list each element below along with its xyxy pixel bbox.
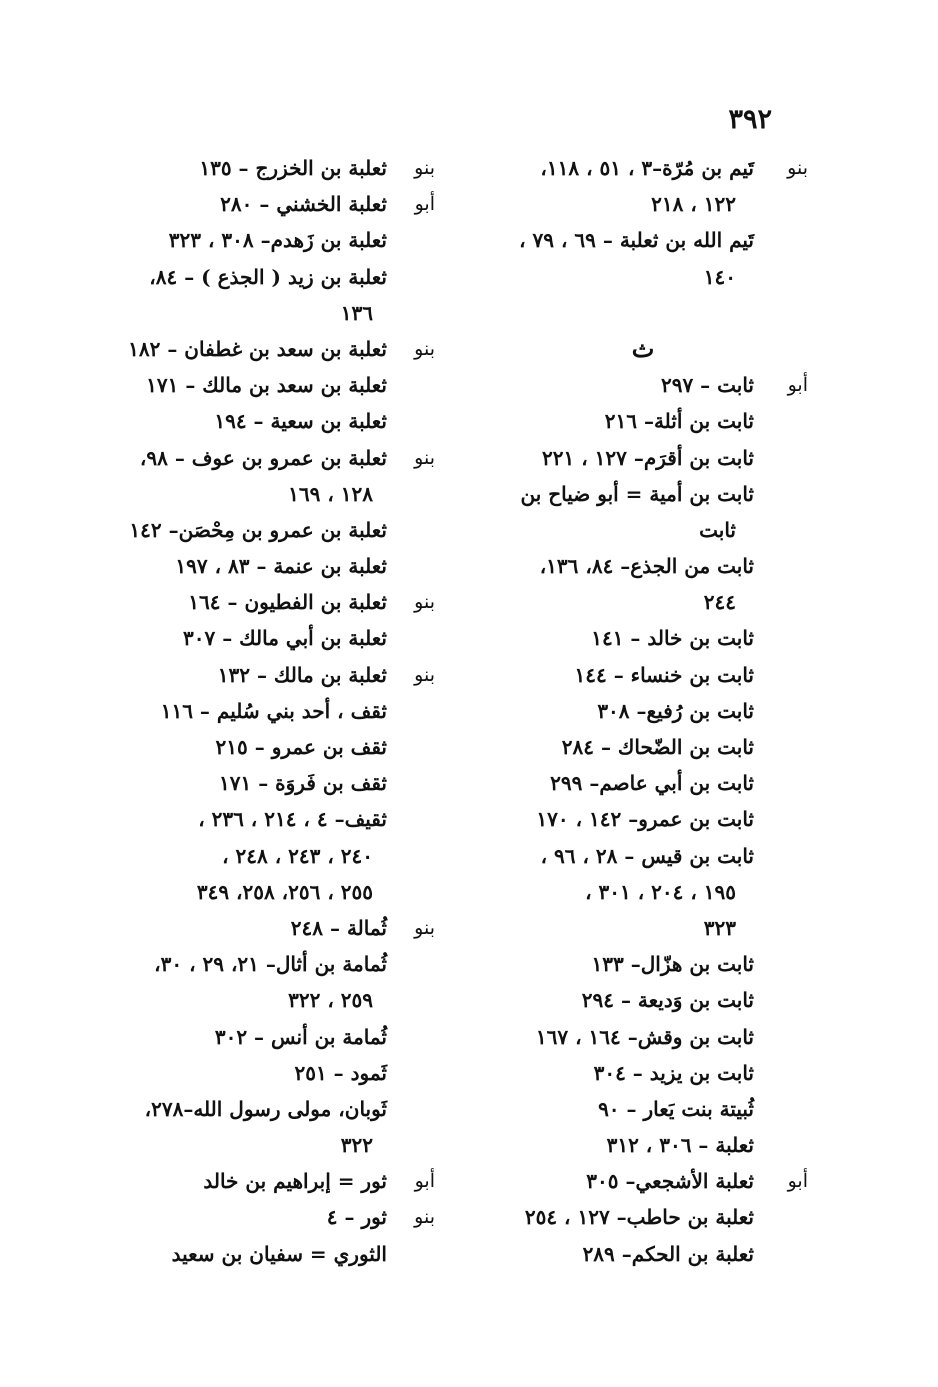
entry-text: ثُمالة – ٢٤٨	[290, 915, 387, 940]
index-row	[110, 1091, 435, 1127]
index-row	[110, 620, 435, 656]
entry-prefix: أبو	[787, 374, 808, 397]
index-row	[110, 259, 435, 295]
entry-text: ثعلبة بن زَهدم– ٣٠٨ ، ٣٢٣	[168, 228, 387, 253]
entry-prefix: بنو	[414, 916, 435, 939]
entry-prefix: بنو	[414, 1206, 435, 1229]
entry-text: ثابت بن أقرَم– ١٢٧ ، ٢٢١	[542, 445, 754, 470]
entry-text: ثابت بن الضّحاك – ٢٨٤	[561, 735, 754, 759]
index-row	[478, 331, 808, 367]
entry-prefix: بنو	[414, 663, 435, 686]
entry-text: تَيم الله بن ثعلبة – ٦٩ ، ٧٩ ،	[519, 228, 754, 253]
entry-text: ثعلبة بن أبي مالك – ٣٠٧	[183, 626, 387, 651]
page-number: ٣٩٢	[728, 104, 772, 135]
index-row	[110, 874, 435, 910]
index-row	[478, 982, 808, 1018]
index-row	[478, 1199, 808, 1235]
entry-text: ثقف بن فَروَة – ١٧١	[219, 771, 387, 796]
index-row	[478, 476, 808, 512]
entry-text: ثعلبة بن الحكم– ٢٨٩	[582, 1241, 754, 1266]
index-row	[110, 186, 435, 222]
entry-text: ثابت بن وَديعة – ٢٩٤	[581, 988, 754, 1013]
entry-text: ثعلبة بن عمرو بن عوف – ٩٨،	[139, 445, 387, 470]
entry-continuation: ١٩٥ ، ٢٠٤ ، ٣٠١ ،	[585, 879, 736, 904]
entry-text: ثابت بن وقش– ١٦٤ ، ١٦٧	[535, 1024, 754, 1049]
index-row	[478, 259, 808, 295]
index-row	[478, 1236, 808, 1272]
entry-continuation: ١٢٨ ، ١٦٩	[288, 481, 373, 506]
index-row	[478, 512, 808, 548]
index-row	[478, 620, 808, 656]
index-row	[110, 1199, 435, 1235]
index-row	[110, 729, 435, 765]
entry-text: ثُبيتة بنت يَعار – ٩٠	[598, 1096, 754, 1121]
index-row	[110, 765, 435, 801]
index-row	[110, 1236, 435, 1272]
index-row	[110, 693, 435, 729]
entry-continuation: ثابت	[699, 517, 736, 542]
index-row	[478, 657, 808, 693]
entry-text: ثعلبة بن سعد بن غطفان – ١٨٢	[128, 336, 387, 361]
index-row	[478, 186, 808, 222]
entry-text: الثوري = سفيان بن سعيد	[171, 1241, 387, 1266]
entry-continuation: ٢٤٠ ، ٢٤٣ ، ٢٤٨ ،	[222, 843, 373, 868]
index-row	[110, 1127, 435, 1163]
entry-text: ثابت بن هزّال– ١٣٣	[591, 952, 754, 977]
index-row	[110, 367, 435, 403]
index-row	[478, 440, 808, 476]
index-row	[110, 222, 435, 258]
entry-text: ثعلبة الخشني – ٢٨٠	[220, 192, 387, 217]
index-row	[478, 801, 808, 837]
entry-continuation: ١٢٢ ، ٢١٨	[651, 192, 736, 217]
entry-text: ثعلبة بن سعد بن مالك – ١٧١	[146, 373, 387, 398]
entry-prefix: بنو	[414, 337, 435, 360]
entry-continuation: ٢٤٤	[703, 590, 736, 615]
entry-text: ثعلبة الأشجعي– ٣٠٥	[586, 1169, 754, 1194]
entry-text: ثقف بن عمرو – ٢١٥	[215, 735, 387, 759]
entry-text: ثُمامة بن أنس – ٣٠٢	[214, 1024, 387, 1049]
entry-text: ثعلبة بن عنمة – ٨٣ ، ١٩٧	[175, 554, 387, 579]
index-row	[110, 440, 435, 476]
index-row	[110, 295, 435, 331]
entry-text: ثعلبة بن مالك – ١٣٢	[217, 662, 387, 687]
index-row	[478, 295, 808, 331]
entry-text: ثابت بن خنساء – ١٤٤	[574, 662, 754, 687]
entry-text: ثَمود – ٢٥١	[294, 1060, 387, 1085]
index-row	[478, 150, 808, 186]
index-row	[478, 693, 808, 729]
entry-prefix: بنو	[787, 157, 808, 179]
entry-text: ثُمامة بن أثال– ٢١، ٢٩ ، ٣٠،	[154, 952, 387, 977]
index-row	[478, 874, 808, 910]
index-row	[110, 584, 435, 620]
index-row	[478, 548, 808, 584]
index-row	[478, 367, 808, 403]
entry-text: ثعلبة بن حاطب– ١٢٧ ، ٢٥٤	[524, 1205, 754, 1230]
index-row	[478, 729, 808, 765]
index-column-right	[478, 150, 808, 1272]
entry-text: ثَوبان، مولى رسول الله–٢٧٨،	[144, 1096, 387, 1121]
index-row	[478, 838, 808, 874]
index-row	[110, 1019, 435, 1055]
entry-continuation: ٣٢٣	[703, 915, 736, 940]
entry-text: ثعلبة بن عمرو بن مِحْصَن– ١٤٢	[129, 517, 387, 542]
index-row	[478, 765, 808, 801]
index-row	[110, 476, 435, 512]
index-row	[110, 1163, 435, 1199]
entry-text: ثعلبة – ٣٠٦ ، ٣١٢	[606, 1133, 754, 1158]
entry-prefix: بنو	[414, 591, 435, 614]
index-row	[110, 838, 435, 874]
entry-continuation: ١٣٦	[340, 300, 373, 325]
index-row	[478, 1055, 808, 1091]
entry-continuation: ٢٥٩ ، ٣٢٢	[288, 988, 373, 1013]
entry-continuation: ١٤٠	[703, 264, 736, 289]
entry-text: ثابت بن عمرو– ١٤٢ ، ١٧٠	[536, 807, 754, 832]
index-row	[110, 946, 435, 982]
entry-text: ثابت – ٢٩٧	[660, 373, 754, 398]
index-row	[478, 1091, 808, 1127]
entry-prefix: أبو	[787, 1170, 808, 1193]
entry-text: ثابت بن قيس – ٢٨ ، ٩٦ ،	[540, 843, 754, 868]
section-heading: ث	[631, 333, 655, 363]
entry-text: ثعلبة بن سعية – ١٩٤	[214, 409, 387, 434]
entry-prefix: أبو	[414, 193, 435, 216]
entry-text: ثابت بن يزيد – ٣٠٤	[593, 1060, 754, 1085]
index-row	[110, 1055, 435, 1091]
entry-text: ثعلبة بن الخزرج – ١٣٥	[199, 156, 387, 180]
entry-text: تَيم بن مُرّة–٣ ، ٥١ ، ١١٨،	[540, 156, 754, 180]
index-row	[478, 584, 808, 620]
entry-continuation: ٣٢٢	[340, 1133, 373, 1158]
entry-text: ثابت بن خالد – ١٤١	[591, 626, 754, 651]
index-row	[110, 801, 435, 837]
entry-prefix: أبو	[414, 1170, 435, 1193]
index-row	[110, 331, 435, 367]
entry-continuation: ٢٥٥ ، ٢٥٦، ٢٥٨، ٣٤٩	[196, 879, 373, 904]
index-row	[478, 222, 808, 258]
entry-text: ثابت بن أبي عاصم– ٢٩٩	[550, 771, 754, 796]
entry-prefix: بنو	[414, 157, 435, 179]
index-row	[110, 910, 435, 946]
entry-text: ثور = إبراهيم بن خالد	[203, 1169, 387, 1194]
index-row	[110, 150, 435, 186]
entry-text: ثابت بن رُفيع– ٣٠٨	[597, 698, 754, 723]
entry-text: ثابت بن أثلة– ٢١٦	[604, 409, 754, 434]
entry-prefix: بنو	[414, 446, 435, 469]
entry-text: ثابت بن أمية = أبو ضياح بن	[520, 481, 754, 506]
index-row	[110, 403, 435, 439]
index-row	[110, 982, 435, 1018]
entry-text: ثعلبة بن زيد ( الجذع ) – ٨٤،	[149, 264, 387, 289]
entry-text: ثور – ٤	[326, 1205, 387, 1230]
index-row	[478, 910, 808, 946]
index-row	[478, 1163, 808, 1199]
index-column-left	[110, 150, 435, 1272]
entry-text: ثقيف– ٤ ، ٢١٤ ، ٢٣٦ ،	[198, 807, 387, 832]
index-row	[478, 403, 808, 439]
entry-text: ثعلبة بن الفطيون – ١٦٤	[188, 590, 387, 615]
index-row	[478, 1019, 808, 1055]
index-row	[478, 1127, 808, 1163]
index-row	[110, 548, 435, 584]
index-row	[478, 946, 808, 982]
index-row	[110, 657, 435, 693]
entry-text: ثقف ، أحد بني سُليم – ١١٦	[160, 698, 387, 723]
entry-text: ثابت من الجذع– ٨٤، ١٣٦،	[539, 554, 754, 579]
index-row	[110, 512, 435, 548]
